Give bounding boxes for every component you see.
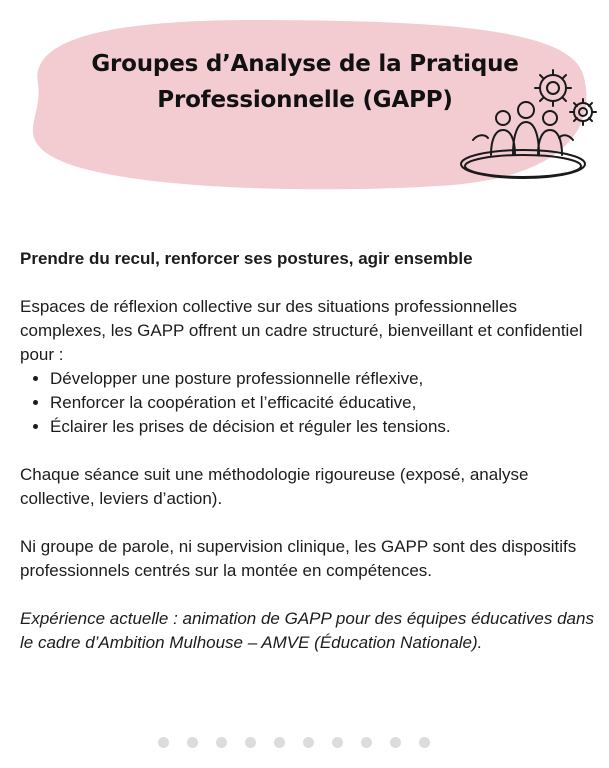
title-line-2: Professionnelle (GAPP) <box>157 87 453 113</box>
pagination-dot[interactable] <box>303 737 314 748</box>
list-item: • Développer une posture professionnelle réflexive, <box>50 367 595 391</box>
pagination-dots <box>158 737 430 748</box>
team-meeting-gears-icon <box>458 60 608 190</box>
objectives-list <box>20 367 595 439</box>
pagination-dot[interactable] <box>187 737 198 748</box>
pagination-dot[interactable] <box>245 737 256 748</box>
methodology-paragraph: Chaque séance suit une méthodologie rigoureuse (exposé, analyse collective, leviers d’action). <box>20 465 529 508</box>
list-item: • Renforcer la coopération et l’efficacité éducative, <box>50 391 595 415</box>
pagination-dot[interactable] <box>390 737 401 748</box>
title-line-1: Groupes d’Analyse de la Pratique <box>91 51 519 77</box>
pagination-dot[interactable] <box>274 737 285 748</box>
small-gear-icon <box>570 99 596 125</box>
pagination-dot[interactable] <box>332 737 343 748</box>
list-item: • Éclairer les prises de décision et réguler les tensions. <box>50 415 595 439</box>
intro-paragraph: Espaces de réflexion collective sur des situations professionnelles complexes, les GAPP offrent un cadre structuré, bienveillant et confidentiel pour : <box>20 297 583 364</box>
pagination-dot[interactable] <box>158 737 169 748</box>
section-subtitle: Prendre du recul, renforcer ses postures, agir ensemble <box>20 249 473 268</box>
people-icon <box>473 102 573 155</box>
clarification-paragraph: Ni groupe de parole, ni supervision clinique, les GAPP sont des dispositifs professionnels centrés sur la montée en compétences. <box>20 537 577 580</box>
pagination-dot[interactable] <box>361 737 372 748</box>
pagination-dot[interactable] <box>419 737 430 748</box>
experience-paragraph: Expérience actuelle : animation de GAPP pour des équipes éducatives dans le cadre d’Ambition Mulhouse – AMVE (Éducation Nationale). <box>20 609 594 652</box>
pagination-dot[interactable] <box>216 737 227 748</box>
main-content <box>20 247 595 655</box>
table-icon <box>461 150 585 178</box>
large-gear-icon <box>535 70 571 106</box>
